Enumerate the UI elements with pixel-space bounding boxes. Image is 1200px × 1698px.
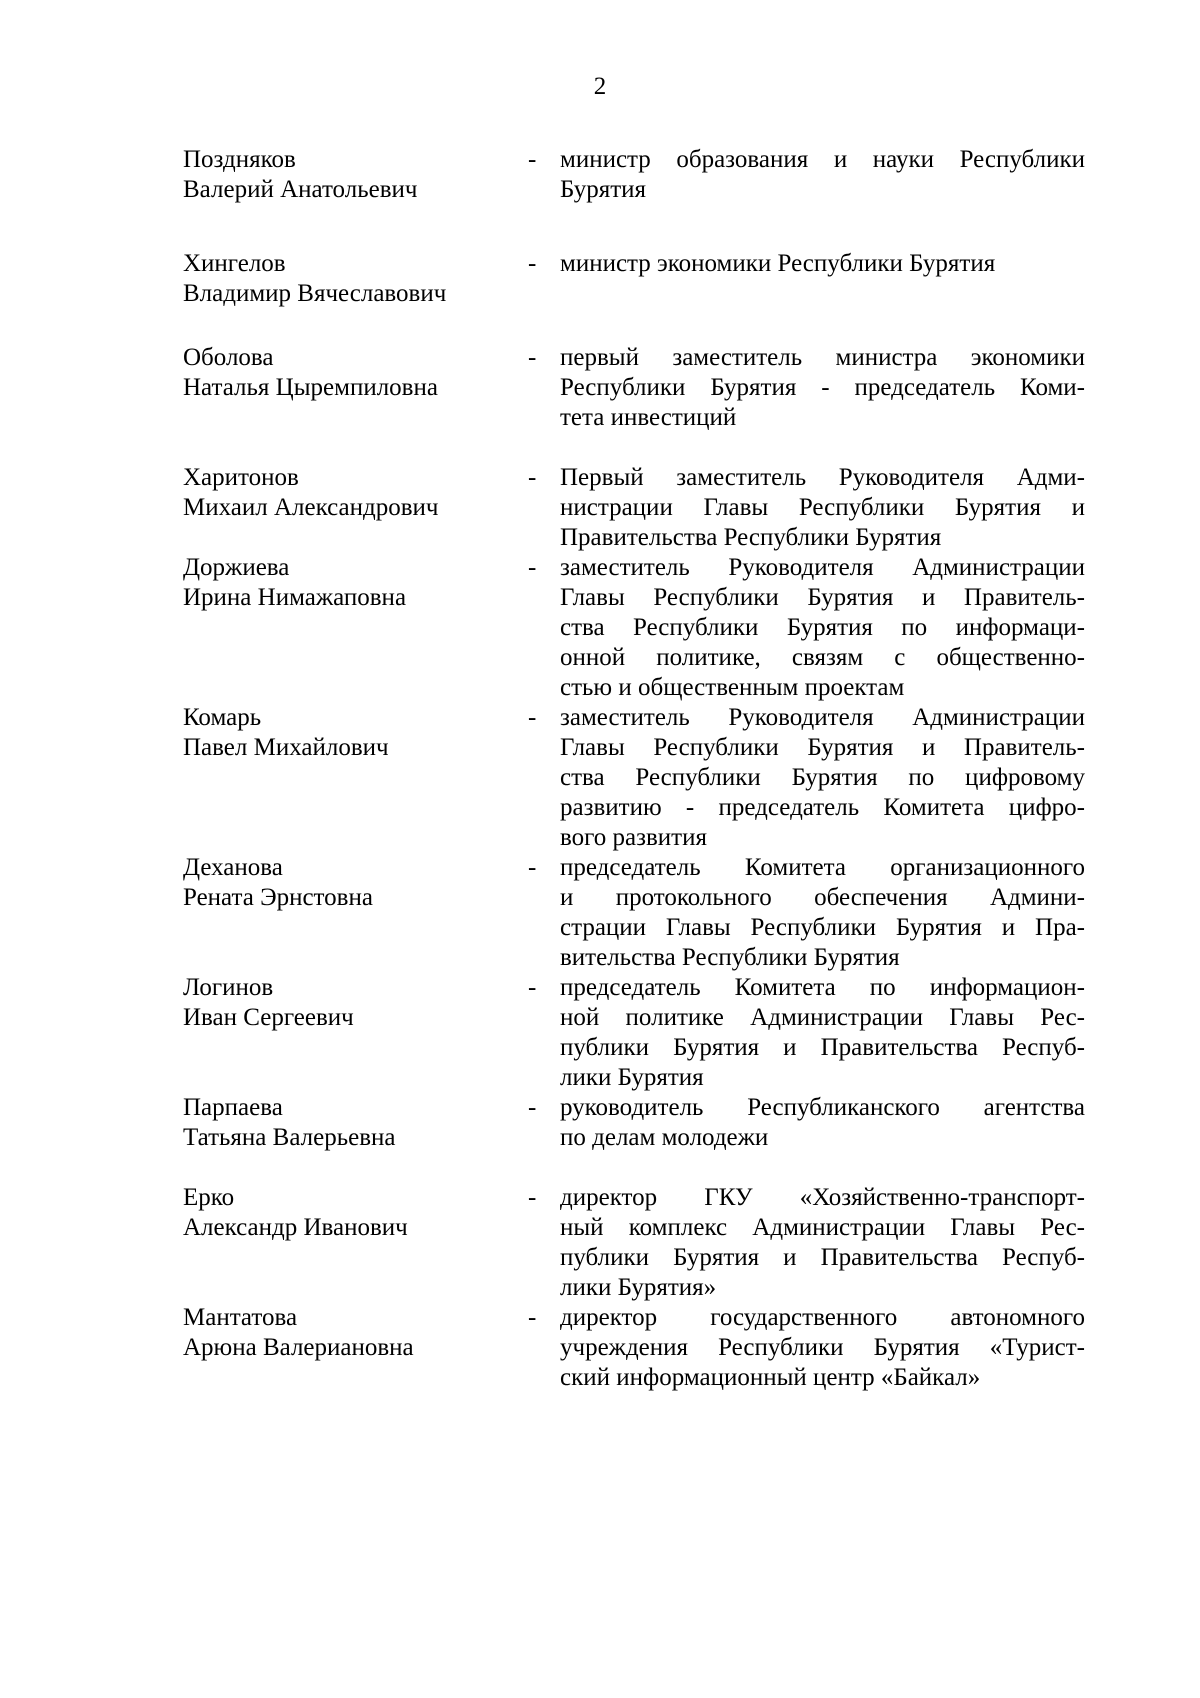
position-text (560, 853, 1085, 973)
person-name (183, 703, 523, 763)
position-line: министр образования и науки Республики (560, 146, 1085, 173)
surname: Поздняков (183, 146, 296, 173)
surname: Доржиева (183, 554, 290, 581)
given-name: Михаил Александрович (183, 494, 439, 521)
person-name (183, 1093, 523, 1153)
given-name: Владимир Вячеславович (183, 280, 447, 307)
position-line: первый заместитель министра экономики (560, 344, 1085, 371)
person-name (183, 1183, 523, 1243)
given-name: Валерий Анатольевич (183, 176, 418, 203)
given-name: Иван Сергеевич (183, 1004, 354, 1031)
position-line: ной политике Администрации Главы Рес- (560, 1004, 1085, 1031)
separator-dash: - (528, 146, 537, 173)
position-line: стью и общественным проектам (560, 674, 905, 701)
position-text (560, 553, 1085, 703)
surname: Парпаева (183, 1094, 283, 1121)
position-text (560, 703, 1085, 853)
position-line: Главы Республики Бурятия и Правитель- (560, 584, 1085, 611)
position-line: страции Главы Республики Бурятия и Пра- (560, 914, 1085, 941)
position-line: ства Республики Бурятия по информаци- (560, 614, 1085, 641)
separator-dash: - (528, 854, 537, 881)
position-line: ства Республики Бурятия по цифровому (560, 764, 1085, 791)
separator-dash: - (528, 704, 537, 731)
position-line: министр экономики Республики Бурятия (560, 250, 996, 277)
position-line: ский информационный центр «Байкал» (560, 1364, 981, 1391)
surname: Логинов (183, 974, 274, 1001)
separator-dash: - (528, 554, 537, 581)
given-name: Ирина Нимажаповна (183, 584, 407, 611)
position-text (560, 463, 1085, 553)
separator-dash: - (528, 464, 537, 491)
position-line: директор ГКУ «Хозяйственно-транспорт- (560, 1184, 1085, 1211)
separator-dash: - (528, 250, 537, 277)
position-text (560, 249, 1085, 279)
person-name (183, 343, 523, 403)
position-text (560, 145, 1085, 205)
position-line: публики Бурятия и Правительства Респуб- (560, 1034, 1085, 1061)
position-line: по делам молодежи (560, 1124, 769, 1151)
given-name: Александр Иванович (183, 1214, 408, 1241)
page-number: 2 (593, 73, 607, 100)
separator-dash: - (528, 1184, 537, 1211)
position-text (560, 1093, 1085, 1153)
surname: Комарь (183, 704, 262, 731)
surname: Ерко (183, 1184, 235, 1211)
surname: Хингелов (183, 250, 286, 277)
position-line: заместитель Руководителя Администрации (560, 554, 1085, 581)
position-line: развитию - председатель Комитета цифро- (560, 794, 1085, 821)
person-name (183, 553, 523, 613)
position-line: Бурятия (560, 176, 647, 203)
position-text (560, 973, 1085, 1093)
position-text (560, 1303, 1085, 1393)
position-line: вого развития (560, 824, 707, 851)
position-line: Главы Республики Бурятия и Правитель- (560, 734, 1085, 761)
person-name (183, 249, 523, 309)
position-line: тета инвестиций (560, 404, 737, 431)
position-line: Первый заместитель Руководителя Адми- (560, 464, 1085, 491)
position-line: вительства Республики Бурятия (560, 944, 900, 971)
position-line: руководитель Республиканского агентства (560, 1094, 1085, 1121)
position-line: заместитель Руководителя Администрации (560, 704, 1085, 731)
separator-dash: - (528, 1304, 537, 1331)
separator-dash: - (528, 974, 537, 1001)
given-name: Арюна Валериановна (183, 1334, 414, 1361)
surname: Харитонов (183, 464, 299, 491)
position-line: Республики Бурятия - председатель Коми- (560, 374, 1085, 401)
position-line: ный комплекс Администрации Главы Рес- (560, 1214, 1085, 1241)
given-name: Наталья Цыремпиловна (183, 374, 438, 401)
separator-dash: - (528, 344, 537, 371)
position-line: лики Бурятия» (560, 1274, 717, 1301)
position-line: публики Бурятия и Правительства Респуб- (560, 1244, 1085, 1271)
surname: Оболова (183, 344, 274, 371)
surname: Деханова (183, 854, 283, 881)
position-line: директор государственного автономного (560, 1304, 1085, 1331)
position-line: нистрации Главы Республики Бурятия и (560, 494, 1085, 521)
position-line: онной политике, связям с общественно- (560, 644, 1085, 671)
position-line: председатель Комитета организационного (560, 854, 1085, 881)
position-text (560, 343, 1085, 433)
person-name (183, 973, 523, 1033)
person-name (183, 853, 523, 913)
person-name (183, 463, 523, 523)
separator-dash: - (528, 1094, 537, 1121)
person-name (183, 145, 523, 205)
given-name: Павел Михайлович (183, 734, 389, 761)
position-line: лики Бурятия (560, 1064, 704, 1091)
given-name: Татьяна Валерьевна (183, 1124, 396, 1151)
position-line: председатель Комитета по информацион- (560, 974, 1085, 1001)
surname: Мантатова (183, 1304, 298, 1331)
position-line: и протокольного обеспечения Админи- (560, 884, 1085, 911)
position-text (560, 1183, 1085, 1303)
person-name (183, 1303, 523, 1363)
given-name: Рената Эрнстовна (183, 884, 373, 911)
position-line: учреждения Республики Бурятия «Турист- (560, 1334, 1085, 1361)
position-line: Правительства Республики Бурятия (560, 524, 942, 551)
